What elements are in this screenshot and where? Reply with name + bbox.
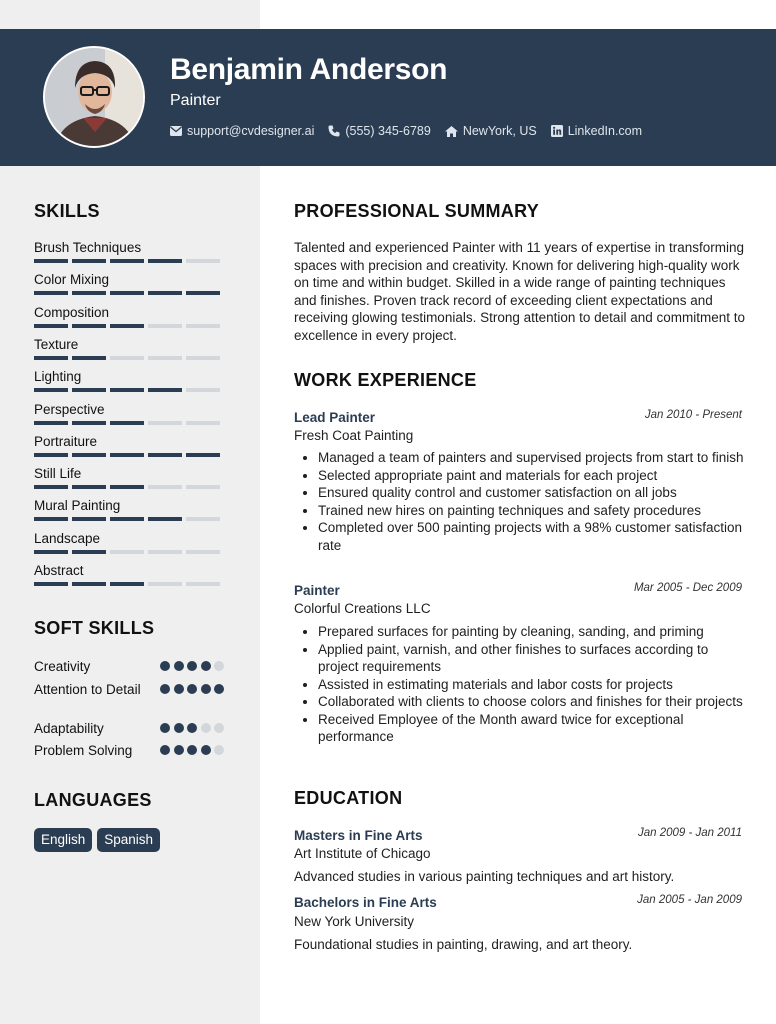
- list-item: • Completed over 500 painting projects with a 98% customer satisfaction rate: [318, 519, 748, 554]
- skill-level-segment: [186, 517, 220, 521]
- skill-name: Lighting: [34, 369, 82, 385]
- rating-dot: [174, 723, 184, 733]
- rating-dot: [201, 745, 211, 755]
- candidate-role: Painter: [170, 92, 221, 109]
- job-bullets: [294, 449, 748, 554]
- soft-skill-row: [34, 681, 226, 698]
- skill-level-bar: [34, 259, 226, 263]
- job-title: Painter: [294, 583, 340, 598]
- skill-level-segment: [34, 550, 68, 554]
- skill-level-bar: [34, 291, 226, 295]
- skill-level-segment: [186, 453, 220, 457]
- job-bullets: [294, 623, 748, 746]
- skill-level-segment: [110, 550, 144, 554]
- skill-level-segment: [34, 421, 68, 425]
- list-item: • Prepared surfaces for painting by cleaning, sanding, and priming: [318, 623, 748, 641]
- contact-location-text: NewYork, US: [462, 124, 537, 138]
- skill-level-segment: [34, 582, 68, 586]
- education-date: Jan 2005 - Jan 2009: [637, 894, 742, 906]
- skill-name: Brush Techniques: [34, 240, 142, 255]
- rating-dot: [174, 661, 184, 671]
- skill-name: Abstract: [34, 563, 84, 578]
- skill-level-segment: [34, 259, 68, 263]
- skill-level-segment: [186, 582, 220, 586]
- skill-level-segment: [186, 550, 220, 554]
- languages-list: [34, 828, 165, 852]
- skill-level-bar: [34, 453, 226, 457]
- rating-dot: [214, 661, 224, 671]
- rating-dot: [214, 684, 224, 694]
- language-badge: English: [34, 828, 92, 852]
- rating-dot: [187, 745, 197, 755]
- skill-level-segment: [148, 550, 182, 554]
- skill-level-segment: [186, 291, 220, 295]
- skills-title: SKILLS: [34, 201, 100, 221]
- skill-level-segment: [72, 485, 106, 489]
- skill-level-bar: [34, 421, 226, 425]
- skill-row: [34, 369, 226, 392]
- skill-level-segment: [34, 453, 68, 457]
- skill-level-segment: [72, 421, 106, 425]
- list-item: • Received Employee of the Month award twice for exceptional performance: [318, 711, 748, 746]
- skill-level-segment: [148, 388, 182, 392]
- list-item: • Selected appropriate paint and materials for each project: [318, 467, 748, 485]
- skill-level-segment: [110, 485, 144, 489]
- summary-text: Talented and experienced Painter with 11 years of expertise in transforming spaces with precision and creativity. Known for delivering high-quality work on time and within budget. Skilled in a wide range of painting techniques and finishes. Proven track record of exceeding client expectations and receiving glowing testimonials. Strong attention to detail and commitment to excellence in every project.: [294, 240, 745, 343]
- rating-dot: [160, 723, 170, 733]
- soft-skill-name: Attention to Detail: [34, 682, 141, 697]
- skill-row: [34, 240, 226, 263]
- soft-skill-rating: [160, 745, 228, 755]
- header-banner: [0, 29, 776, 166]
- skill-row: [34, 531, 226, 554]
- skill-level-segment: [110, 259, 144, 263]
- home-icon: [445, 126, 458, 137]
- degree-title: Masters in Fine Arts: [294, 828, 423, 843]
- skill-name: Landscape: [34, 530, 101, 546]
- skill-level-segment: [148, 582, 182, 586]
- skill-row: [34, 498, 226, 521]
- rating-dot: [187, 661, 197, 671]
- skill-level-bar: [34, 582, 226, 586]
- skill-level-bar: [34, 517, 226, 521]
- skill-level-segment: [110, 291, 144, 295]
- rating-dot: [187, 684, 197, 694]
- education-title: EDUCATION: [294, 788, 403, 808]
- soft-skill-row: [34, 742, 226, 759]
- skill-level-segment: [110, 388, 144, 392]
- education-desc: Advanced studies in various painting techniques and art history.: [294, 869, 675, 884]
- soft-skill-row: [34, 658, 226, 675]
- contact-row: [170, 124, 656, 138]
- envelope-icon: [170, 126, 182, 136]
- contact-email-text: support@cvdesigner.ai: [187, 124, 315, 138]
- job-date: Jan 2010 - Present: [644, 409, 742, 421]
- skill-level-segment: [34, 324, 68, 328]
- rating-dot: [160, 661, 170, 671]
- skill-level-segment: [148, 421, 182, 425]
- skill-row: [34, 272, 226, 295]
- skill-level-segment: [72, 259, 106, 263]
- candidate-name: Benjamin Anderson: [170, 53, 448, 86]
- experience-title: WORK EXPERIENCE: [294, 370, 477, 390]
- skill-name: Perspective: [34, 401, 105, 417]
- skill-level-segment: [34, 291, 68, 295]
- rating-dot: [201, 723, 211, 733]
- linkedin-icon: [551, 125, 563, 137]
- skill-name: Portraiture: [34, 433, 98, 449]
- skill-level-bar: [34, 356, 226, 360]
- languages-title: LANGUAGES: [34, 790, 152, 810]
- skill-level-segment: [34, 388, 68, 392]
- school-name: New York University: [294, 914, 415, 929]
- soft-skill-name: Creativity: [34, 659, 91, 674]
- soft-skill-name: Adaptability: [34, 721, 104, 736]
- skill-level-segment: [110, 453, 144, 457]
- skill-level-segment: [110, 421, 144, 425]
- list-item: • Ensured quality control and customer satisfaction on all jobs: [318, 484, 748, 502]
- skill-level-segment: [186, 324, 220, 328]
- rating-dot: [187, 723, 197, 733]
- soft-skill-rating: [160, 661, 228, 671]
- skill-level-segment: [148, 485, 182, 489]
- rating-dot: [160, 745, 170, 755]
- contact-linkedin[interactable]: [551, 124, 642, 138]
- contact-location[interactable]: [445, 124, 537, 138]
- list-item: • Collaborated with clients to choose colors and finishes for their projects: [318, 693, 748, 711]
- rating-dot: [174, 684, 184, 694]
- skill-level-segment: [72, 550, 106, 554]
- skill-name: Mural Painting: [34, 498, 121, 514]
- skill-level-segment: [110, 517, 144, 521]
- list-item: • Assisted in estimating materials and labor costs for projects: [318, 676, 748, 694]
- skill-level-segment: [72, 517, 106, 521]
- skill-level-segment: [72, 453, 106, 457]
- skill-level-segment: [72, 324, 106, 328]
- soft-skills-title: SOFT SKILLS: [34, 618, 155, 638]
- degree-title: Bachelors in Fine Arts: [294, 895, 437, 910]
- skill-level-segment: [186, 259, 220, 263]
- soft-skill-row: [34, 720, 226, 737]
- skill-level-segment: [148, 291, 182, 295]
- skill-level-segment: [110, 582, 144, 586]
- list-item: • Trained new hires on painting techniques and safety procedures: [318, 502, 748, 520]
- skill-level-segment: [148, 453, 182, 457]
- skill-row: [34, 305, 226, 328]
- education-desc: Foundational studies in painting, drawing, and art theory.: [294, 937, 633, 952]
- job-company: Colorful Creations LLC: [294, 601, 431, 616]
- summary-title: PROFESSIONAL SUMMARY: [294, 201, 540, 221]
- skill-level-segment: [34, 485, 68, 489]
- contact-phone[interactable]: [328, 124, 430, 138]
- school-name: Art Institute of Chicago: [294, 846, 431, 861]
- contact-email[interactable]: [170, 124, 314, 138]
- language-badge: Spanish: [97, 828, 160, 852]
- skill-level-segment: [186, 421, 220, 425]
- soft-skill-rating: [160, 684, 228, 694]
- skill-level-bar: [34, 485, 226, 489]
- skill-row: [34, 434, 226, 457]
- skill-level-segment: [186, 356, 220, 360]
- skill-name: Still Life: [34, 466, 82, 482]
- skill-row: [34, 466, 226, 489]
- skill-name: Color Mixing: [34, 272, 110, 288]
- skill-level-segment: [148, 356, 182, 360]
- skill-level-segment: [148, 517, 182, 521]
- rating-dot: [174, 745, 184, 755]
- soft-skill-rating: [160, 723, 228, 733]
- profile-photo: [45, 48, 145, 148]
- rating-dot: [160, 684, 170, 694]
- skill-level-bar: [34, 550, 226, 554]
- skill-row: [34, 402, 226, 425]
- skill-level-segment: [34, 517, 68, 521]
- skill-level-segment: [72, 388, 106, 392]
- skill-level-segment: [34, 356, 68, 360]
- skill-name: Composition: [34, 304, 110, 320]
- rating-dot: [201, 684, 211, 694]
- rating-dot: [214, 745, 224, 755]
- skill-level-segment: [186, 485, 220, 489]
- contact-phone-text: (555) 345-6789: [345, 124, 431, 138]
- avatar: [43, 46, 145, 148]
- skill-row: [34, 563, 226, 586]
- job-company: Fresh Coat Painting: [294, 428, 414, 443]
- skill-level-segment: [186, 388, 220, 392]
- soft-skill-name: Problem Solving: [34, 743, 133, 758]
- skill-level-segment: [72, 291, 106, 295]
- skill-level-segment: [72, 356, 106, 360]
- skill-row: [34, 337, 226, 360]
- list-item: • Managed a team of painters and supervised projects from start to finish: [318, 449, 748, 467]
- skill-level-segment: [148, 259, 182, 263]
- skill-level-segment: [72, 582, 106, 586]
- contact-linkedin-text: LinkedIn.com: [567, 124, 643, 138]
- rating-dot: [214, 723, 224, 733]
- skill-level-segment: [110, 356, 144, 360]
- skill-level-bar: [34, 324, 226, 328]
- phone-icon: [328, 125, 340, 137]
- skill-level-segment: [110, 324, 144, 328]
- skill-level-bar: [34, 388, 226, 392]
- job-date: Mar 2005 - Dec 2009: [633, 582, 742, 594]
- job-title: Lead Painter: [294, 410, 376, 425]
- list-item: • Applied paint, varnish, and other finishes to surfaces according to project requirements: [318, 641, 748, 676]
- rating-dot: [201, 661, 211, 671]
- skill-name: Texture: [34, 336, 79, 352]
- education-date: Jan 2009 - Jan 2011: [637, 827, 742, 839]
- skill-level-segment: [148, 324, 182, 328]
